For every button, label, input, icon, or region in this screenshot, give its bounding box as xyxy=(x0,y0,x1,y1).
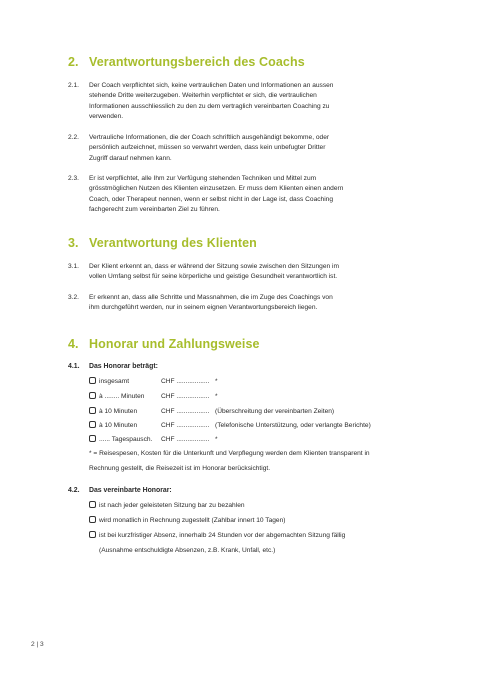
page-number: 2 | 3 xyxy=(31,641,44,648)
checkbox-minuten[interactable] xyxy=(89,392,96,399)
section-2-heading: 2. Verantwortungsbereich des Coachs xyxy=(68,55,305,69)
document-page: 2. Verantwortungsbereich des Coachs 2.1. Der Coach verpflichtet sich, keine vertraulichen Daten und Informationen an aussen stehende Dritte weiterzugeben. Weiterhin verpflichtet er sich, die vertraulichen Informationen ausschliesslich zu den zu dem vertraglich vereinbarten Coaching zu verwenden. 2.2. Vertrauliche Informationen, die der Coach schriftlich ausgehändigt bekomme, oder persönlich aufzeichnet, müssen so verwahrt werden, dass kein unbefugter Dritter Zugriff darauf nehmen kann. 2.3. Er ist verpflichtet, alle Ihm zur Verfügung stehenden Techniken und Mittel zum grösstmöglichen Nutzen des Klienten einzusetzen. Er muss dem Klienten einen andern Coach, oder Therapeut nennen, wenn er selbst nicht in der Lage ist, dass Coaching fachgerecht zum vereinbarten Ziel zu führen. 3. Verantwortung des Klienten 3.1. Der Klient erkennt an, dass er während der Sitzung sowie zwischen den Sitzungen im vollen Umfang selbst für seine körperliche und geistige Gesundheit verantwortlich ist. 3.2. Er erkennt an, dass alle Schritte und Massnahmen, die im Zuge des Coachings von ihm durchgeführt werden, nur in seinem eignen Verantwortungsbereich liegen. 4. Honorar und Zahlungsweise 4.1. Das Honorar beträgt: insgesamt CHF .................. * à ........ Minuten CHF .................. * à 10 Minuten CHF .................. (Überschreitung der vereinbarten Zeiten) à 10 Minuten CHF .................. (Telefonische Unterstützung, oder verlangte Berichte) ...... Tagespausch. CHF .................. * * = Reisespesen, Kosten für die Unterkunft und Verpflegung werden dem Klienten transparent in Rechnung gestellt, die Reisezeit ist im Honorar berücksichtigt. 4.2. Das vereinbarte Honorar: ist nach jeder geleisteten Sitzung bar zu bezahlen wird monatlich in Rechnung zugestellt (Zahlbar innert 10 Tagen) ist bei kurzfristiger Absenz, innerhalb 24 Stunden vor der abgemachten Sitzung fällig (Ausnahme entschuldigte Absenzen, z.B. Krank, Unfall, etc.) 2 | 3 xyxy=(0,0,480,679)
checkbox-absenz[interactable] xyxy=(89,531,96,538)
section-4-heading: 4. Honorar und Zahlungsweise xyxy=(68,337,260,351)
subsection-4-2-heading: 4.2. Das vereinbarte Honorar: xyxy=(68,487,172,494)
checkbox-insgesamt[interactable] xyxy=(89,377,96,384)
honorar-footnote: * = Reisespesen, Kosten für die Unterkunft und Verpflegung werden dem Klienten transparent in Rechnung gestellt, die Reisezeit ist im Honorar berücksichtigt. xyxy=(89,450,370,472)
checkbox-ueberschreitung[interactable] xyxy=(89,407,96,414)
section-3-heading: 3. Verantwortung des Klienten xyxy=(68,236,257,250)
subsection-4-1-heading: 4.1. Das Honorar beträgt: xyxy=(68,363,158,370)
checkbox-telefon[interactable] xyxy=(89,421,96,428)
checkbox-tagespauschale[interactable] xyxy=(89,435,96,442)
checkbox-bar[interactable] xyxy=(89,501,96,508)
checkbox-monatlich[interactable] xyxy=(89,516,96,523)
